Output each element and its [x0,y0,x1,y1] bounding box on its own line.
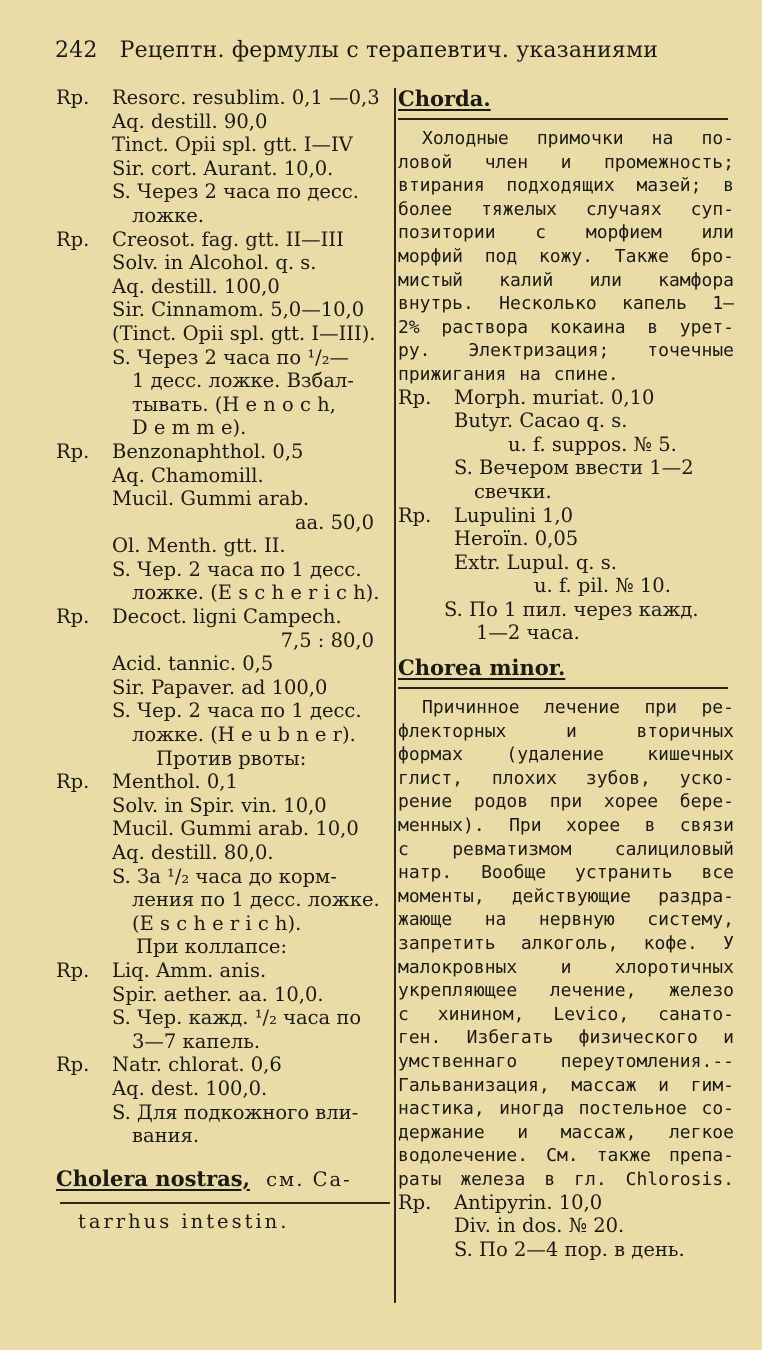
recipe-line: S. Через 2 часа по десс. [112,180,359,204]
recipe-line: Sir. Papaver. ad 100,0 [112,675,328,699]
recipe-line: ложке. [132,203,204,227]
recipe-line: ложке. (H e u b n e r). [132,723,356,747]
recipe-line: 3—7 капель. [132,1029,261,1053]
recipe-line: S. По 1 пил. через кажд. [444,597,699,621]
cholera-heading-line [56,1166,392,1194]
recipe-line: ложке. (E s c h e r i c h). [132,581,380,605]
recipe-line: 1 десс. ложке. Взбал- [132,369,354,393]
page-header [55,36,735,66]
page-number: 242 [55,38,98,63]
recipe-line: Rp. Menthol. 0,1 [56,770,238,794]
recipe-line: Aq. dest. 100,0. [112,1076,268,1100]
cross-reference: см. Ca- [266,1167,352,1191]
recipe-line: Heroïn. 0,05 [454,527,579,551]
recipe-line: ления по 1 десс. ложке. [132,888,380,912]
recipe-line: Rp. Antipyrin. 10,0 [398,1190,603,1214]
recipe-line: Aq. destill. 80,0. [112,841,274,864]
recipe-line: Rp. Lupulini 1,0 [398,503,574,527]
recipe-line: Rp. Decoct. ligni Campech. [56,605,342,629]
recipe-line: 1—2 часа. [476,621,580,645]
heading-rule [398,118,728,120]
recipe-line: Aq. Chamomill. [112,463,264,487]
chorea-heading-line [398,655,734,681]
recipe-line: (E s c h e r i c h). [132,911,302,935]
recipe-line: Rp. Morph. muriat. 0,10 [398,385,655,409]
cross-reference: tarrhus intestin. [78,1209,290,1233]
recipe-line: Butyr. Cacao q. s. [454,409,628,433]
recipe-line: Div. in dos. № 20. [454,1214,625,1238]
recipe-line: Aq. destill. 90,0 [112,109,268,133]
left-column [56,86,392,1233]
recipe-line: Ol. Menth. gtt. II. [112,534,286,558]
heading-rule [398,687,728,689]
chorea-paragraph: Причинное лечение при ре- флекторных и вторичных формах (удаление кишечных глист, плохих зубов, уско- рение родов при хорее бере- менных). При хорее в связи с ревматизмом салициловый натр. Вообще устранить все моменты, действующие раздра- жающе на нервную систему, запретить алкоголь, кофе. У малокровных и хлоротичных укрепляющее лечение, железо с хинином, Levico, санато- ген. Избегать физического и умственнаго переутомления.-- Гальванизация, массаж и гим- настика, иногда постельное со- держание и массаж, легкое водолечение. См. также препа- раты железа в гл. Chlorosis. [398,697,734,1190]
recipe-line: тывать. (H e n o c h, [132,392,336,416]
recipe-line: u. f. pil. № 10. [534,574,671,598]
recipe-line: Rp. Liq. Amm. anis. [56,958,267,982]
section-heading-chorda: Chorda. [398,86,491,111]
section-label: Против рвоты: [156,746,307,770]
running-title: Рецептн. фермулы с терапевтич. указаниями [119,38,659,63]
recipe-line: Solv. in Alcohol. q. s. [112,251,317,275]
recipe-line: S. Чер. 2 часа по 1 десс. [112,557,362,581]
recipe-line: вания. [132,1124,200,1148]
section-heading-cholera: Cholera nostras, [56,1165,250,1191]
recipe-line: Rp. Benzonaphthol. 0,5 [56,439,304,463]
recipe-line: S. Для подкожного вли- [112,1100,359,1124]
heading-rule [60,1202,390,1204]
column-divider [394,88,396,1303]
recipe-line: u. f. suppos. № 5. [508,432,677,456]
recipe-line: S. Чер. кажд. ¹/₂ часа по [112,1006,362,1030]
recipe-line: S. По 2—4 пор. в день. [454,1237,685,1261]
recipe-line: Extr. Lupul. q. s. [454,550,617,574]
recipe-line: Rp. Creosot. fag. gtt. II—III [56,227,344,251]
recipe-line: S. Чер. 2 часа по 1 десс. [112,699,362,723]
recipe-line: 7,5 : 80,0 [280,628,374,652]
right-column [398,86,734,1261]
recipe-line: Rp. Resorc. resublim. 0,1 —0,3 [56,86,380,109]
section-heading-chorea: Chorea minor. [398,655,566,681]
recipe-line: Mucil. Gummi arab. 10,0 [112,817,359,841]
recipe-line: S. Через 2 часа по ¹/₂— [112,345,350,369]
chorda-paragraph: Холодные примочки на по- ловой член и промежность; втирания подходящих мазей; в более тяжелых случаях суп- позитории с морфием или морфий под кожу. Также бро- мистый калий или камфора внутрь. Несколько капель 1— 2% раствора кокаина в урет- ру. Электризация; точечные прижигания на спине. [398,128,734,385]
recipe-line: Mucil. Gummi arab. [112,487,310,511]
recipe-line: Solv. in Spir. vin. 10,0 [112,793,327,817]
recipe-line: Sir. cort. Aurant. 10,0. [112,156,334,180]
recipe-line: свечки. [474,479,552,503]
recipe-line: S. За ¹/₂ часа до корм- [112,864,337,888]
recipe-line: D e m m e). [132,416,247,440]
recipe-line: Aq. destill. 100,0 [112,274,280,298]
chorda-heading-line [398,86,734,112]
recipe-line: aa. 50,0 [294,510,374,534]
recipe-line: Rp. Natr. chlorat. 0,6 [56,1053,282,1077]
recipe-line: Tinct. Opii spl. gtt. I—IV [112,133,353,157]
recipe-line: Spir. aether. aa. 10,0. [112,982,324,1006]
recipe-line: S. Вечером ввести 1—2 [454,456,694,480]
recipe-line: (Tinct. Opii spl. gtt. I—III). [112,321,376,345]
recipe-line: Sir. Cinnamom. 5,0—10,0 [112,298,365,322]
section-label: При коллапсе: [136,935,288,959]
recipe-line: Acid. tannic. 0,5 [112,652,274,676]
